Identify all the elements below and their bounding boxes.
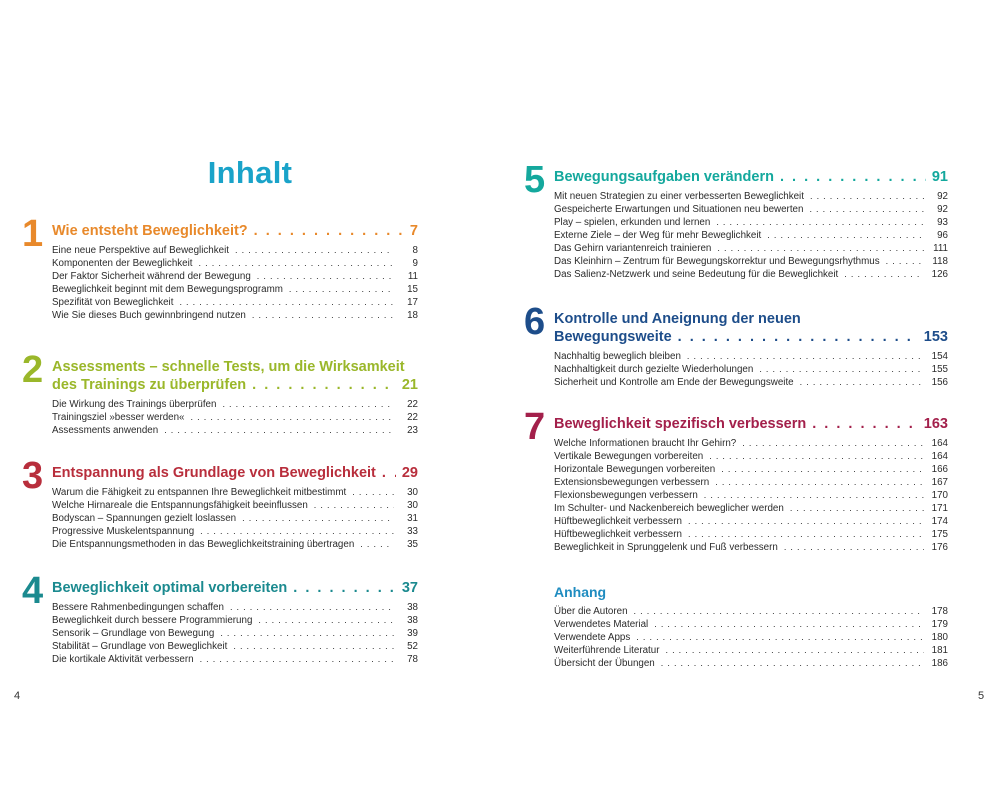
dot-leader (293, 579, 396, 597)
toc-entry-page: 170 (931, 490, 948, 501)
chapter-6 (524, 301, 948, 389)
toc-entry-page: 31 (407, 513, 418, 524)
chapter-title-row (52, 464, 418, 482)
dot-leader (164, 424, 394, 437)
chapter-entries (524, 190, 948, 281)
toc-entry-title: Verwendetes Material (554, 619, 649, 630)
toc-entry-page: 30 (407, 487, 418, 498)
chapter-2 (22, 349, 418, 437)
toc-entry-page: 78 (407, 654, 418, 665)
toc-entry-title: Beweglichkeit in Sprunggelenk und Fuß verbessern (554, 542, 778, 553)
toc-entry[interactable] (554, 489, 948, 502)
toc-entry[interactable] (52, 244, 418, 257)
toc-entry[interactable] (554, 216, 948, 229)
toc-entry-title: Mit neuen Strategien zu einer verbesserten Beweglichkeit (554, 191, 804, 202)
chapter-title-row (52, 376, 418, 394)
dot-leader (191, 411, 394, 424)
toc-entry[interactable] (52, 601, 418, 614)
toc-entry[interactable] (52, 283, 418, 296)
dot-leader (257, 270, 394, 283)
dot-leader (200, 653, 394, 666)
toc-entry-page: 9 (412, 258, 418, 269)
chapter-page: 163 (923, 416, 948, 432)
chapter-number: 3 (22, 455, 44, 497)
toc-entry-page: 22 (407, 399, 418, 410)
toc-entry-page: 178 (931, 606, 948, 617)
chapter-number: 7 (524, 406, 546, 448)
toc-entry-title: Die Entspannungsmethoden in das Beweglichkeitstraining übertragen (52, 539, 355, 550)
dot-leader (717, 242, 924, 255)
toc-entry[interactable] (52, 538, 418, 551)
chapter-title: Beweglichkeit spezifisch verbessern (554, 416, 807, 432)
chapter-page: 91 (931, 169, 948, 185)
dot-leader (767, 229, 924, 242)
dot-leader (784, 541, 924, 554)
toc-entry-title: Die Wirkung des Trainings überprüfen (52, 399, 217, 410)
dot-leader (634, 605, 924, 618)
toc-entry[interactable] (554, 605, 948, 618)
toc-entry-title: Wie Sie dieses Buch gewinnbringend nutzen (52, 310, 246, 321)
toc-entry-page: 23 (407, 425, 418, 436)
toc-entry-page: 175 (931, 529, 948, 540)
toc-entry-page: 180 (931, 632, 948, 643)
dot-leader (687, 350, 924, 363)
dot-leader (661, 657, 924, 670)
chapter-title: Bewegungsweite (554, 329, 672, 345)
dot-leader (759, 363, 924, 376)
toc-entry-page: 30 (407, 500, 418, 511)
toc-entry[interactable] (554, 268, 948, 281)
chapter-title-row (554, 328, 948, 346)
toc-entry[interactable] (554, 657, 948, 670)
dot-leader (233, 640, 394, 653)
chapter-page: 7 (409, 223, 418, 239)
appendix-title: Anhang (554, 584, 607, 600)
toc-entry-page: 155 (931, 364, 948, 375)
toc-entry[interactable] (52, 640, 418, 653)
toc-entry[interactable] (52, 512, 418, 525)
toc-entry-page: 96 (937, 230, 948, 241)
toc-entry-page: 17 (407, 297, 418, 308)
chapter-number: 4 (22, 570, 44, 612)
chapter-title-line: Kontrolle und Aneignung der neuen (554, 311, 801, 327)
dot-leader (742, 437, 924, 450)
toc-entry-page: 164 (931, 451, 948, 462)
toc-entry-title: Das Gehirn variantenreich trainieren (554, 243, 712, 254)
toc-entry-title: Hüftbeweglichkeit verbessern (554, 516, 682, 527)
dot-leader (636, 631, 924, 644)
appendix (524, 583, 948, 670)
toc-entry[interactable] (554, 242, 948, 255)
dot-leader (716, 216, 924, 229)
dot-leader (235, 244, 394, 257)
toc-entry[interactable] (554, 528, 948, 541)
toc-entry-page: 22 (407, 412, 418, 423)
chapter-title-line: Assessments – schnelle Tests, um die Wirksamkeit (52, 359, 405, 375)
chapter-title: Entspannung als Grundlage von Beweglichkeit (52, 465, 376, 481)
toc-entry-title: Horizontale Bewegungen vorbereiten (554, 464, 716, 475)
page-number-left: 4 (14, 690, 21, 702)
page-number-right: 5 (978, 690, 985, 702)
toc-entry[interactable] (554, 190, 948, 203)
toc-entry-title: Im Schulter- und Nackenbereich beweglicher werden (554, 503, 784, 514)
chapter-page: 29 (401, 465, 418, 481)
toc-entry-title: Welche Hirnareale die Entspannungsfähigkeit beeinflussen (52, 500, 308, 511)
appendix-entries (554, 605, 948, 670)
toc-entry-title: Übersicht der Übungen (554, 658, 655, 669)
toc-entry-title: Welche Informationen braucht Ihr Gehirn? (554, 438, 737, 449)
toc-entry[interactable] (52, 525, 418, 538)
dot-leader (810, 190, 924, 203)
chapter-3 (22, 455, 418, 551)
toc-entry-title: Das Salienz-Netzwerk und seine Bedeutung für die Beweglichkeit (554, 269, 839, 280)
toc-entry-title: Nachhaltig beweglich bleiben (554, 351, 681, 362)
toc-entry-page: 174 (931, 516, 948, 527)
toc-entry[interactable] (52, 614, 418, 627)
toc-entry-title: Hüftbeweglichkeit verbessern (554, 529, 682, 540)
toc-entry-title: Komponenten der Beweglichkeit (52, 258, 193, 269)
dot-leader (382, 464, 396, 482)
toc-entry[interactable] (52, 257, 418, 270)
toc-entry-page: 52 (407, 641, 418, 652)
toc-entry[interactable] (554, 618, 948, 631)
dot-leader (715, 476, 924, 489)
toc-entry-page: 39 (407, 628, 418, 639)
toc-entry-title: Verwendete Apps (554, 632, 631, 643)
dot-leader (200, 525, 394, 538)
chapter-number: 6 (524, 301, 546, 343)
dot-leader (222, 398, 394, 411)
chapter-page: 37 (401, 580, 418, 596)
toc-entry-title: Vertikale Bewegungen vorbereiten (554, 451, 704, 462)
toc-entry[interactable] (554, 255, 948, 268)
toc-entry[interactable] (52, 653, 418, 666)
toc-entry-page: 18 (407, 310, 418, 321)
dot-leader (704, 489, 924, 502)
toc-entry-page: 179 (931, 619, 948, 630)
toc-entry-title: Weiterführende Literatur (554, 645, 660, 656)
dot-leader (179, 296, 394, 309)
dot-leader (812, 415, 918, 433)
dot-leader (252, 309, 394, 322)
chapter-title: Wie entsteht Beweglichkeit? (52, 223, 248, 239)
dot-leader (289, 283, 394, 296)
chapter-title: Bewegungsaufgaben verändern (554, 169, 774, 185)
dot-leader (780, 168, 926, 186)
toc-entry-title: Über die Autoren (554, 606, 628, 617)
toc-entry-page: 181 (931, 645, 948, 656)
toc-entry-title: Beweglichkeit durch bessere Programmierung (52, 615, 253, 626)
toc-entry-title: Externe Ziele – der Weg für mehr Beweglichkeit (554, 230, 762, 241)
toc-entry[interactable] (554, 631, 948, 644)
toc-entry[interactable] (52, 270, 418, 283)
toc-entry[interactable] (52, 627, 418, 640)
toc-entry-title: Trainingsziel »besser werden« (52, 412, 185, 423)
toc-entry-title: Beweglichkeit beginnt mit dem Bewegungsprogramm (52, 284, 283, 295)
toc-entry-page: 166 (931, 464, 948, 475)
toc-entry-page: 33 (407, 526, 418, 537)
toc-entry-page: 93 (937, 217, 948, 228)
chapter-entries (22, 601, 418, 666)
chapter-heading[interactable] (22, 349, 418, 394)
toc-entry-title: Stabilität – Grundlage von Beweglichkeit (52, 641, 228, 652)
dot-leader (220, 627, 394, 640)
chapter-1 (22, 213, 418, 322)
toc-title: Inhalt (207, 155, 293, 190)
toc-entry-title: Das Kleinhirn – Zentrum für Bewegungskorrektur und Bewegungsrhythmus (554, 256, 880, 267)
toc-entry[interactable] (554, 541, 948, 554)
toc-entry[interactable] (554, 450, 948, 463)
toc-entry[interactable] (52, 499, 418, 512)
toc-entry-title: Bodyscan – Spannungen gezielt loslassen (52, 513, 237, 524)
toc-entry-page: 156 (931, 377, 948, 388)
toc-entry-page: 167 (931, 477, 948, 488)
toc-entry-page: 164 (931, 438, 948, 449)
chapter-page: 153 (923, 329, 948, 345)
dot-leader (809, 203, 924, 216)
chapter-4 (22, 570, 418, 666)
chapter-title-row (52, 579, 418, 597)
chapter-title-row (554, 415, 948, 433)
toc-entry[interactable] (554, 203, 948, 216)
dot-leader (242, 512, 394, 525)
chapter-number: 5 (524, 159, 546, 201)
toc-entry-page: 186 (931, 658, 948, 669)
toc-entry-title: Progressive Muskelentspannung (52, 526, 195, 537)
dot-leader (254, 222, 404, 240)
chapter-entries (22, 398, 418, 437)
chapter-entries (524, 437, 948, 554)
toc-entry[interactable] (554, 376, 948, 389)
chapter-number: 2 (22, 349, 44, 391)
toc-entry-title: Sicherheit und Kontrolle am Ende der Bewegungsweite (554, 377, 794, 388)
toc-entry[interactable] (52, 398, 418, 411)
dot-leader (665, 644, 924, 657)
dot-leader (678, 328, 918, 346)
chapter-entries (22, 486, 418, 551)
dot-leader (800, 376, 924, 389)
toc-entry-title: Flexionsbewegungen verbessern (554, 490, 698, 501)
chapter-entries (524, 350, 948, 389)
toc-entry[interactable] (554, 476, 948, 489)
toc-entry-page: 126 (931, 269, 948, 280)
toc-entry-title: Assessments anwenden (52, 425, 159, 436)
toc-entry-title: Der Faktor Sicherheit während der Bewegung (52, 271, 251, 282)
dot-leader (360, 538, 394, 551)
toc-entry-page: 92 (937, 191, 948, 202)
dot-leader (199, 257, 394, 270)
toc-entry[interactable] (554, 515, 948, 528)
dot-leader (721, 463, 924, 476)
toc-entry[interactable] (554, 229, 948, 242)
toc-entry-page: 118 (932, 256, 948, 267)
chapter-entries (22, 244, 418, 322)
toc-entry-page: 111 (933, 243, 948, 254)
dot-leader (688, 515, 924, 528)
dot-leader (352, 486, 394, 499)
chapter-heading[interactable] (524, 301, 948, 346)
toc-entry-page: 176 (931, 542, 948, 553)
dot-leader (886, 255, 924, 268)
toc-entry-title: Die kortikale Aktivität verbessern (52, 654, 194, 665)
toc-entry-title: Gespeicherte Erwartungen und Situationen neu bewerten (554, 204, 804, 215)
toc-entry-page: 11 (407, 271, 418, 282)
toc-entry[interactable] (554, 463, 948, 476)
toc-entry-title: Sensorik – Grundlage von Bewegung (52, 628, 215, 639)
toc-entry-title: Play – spielen, erkunden und lernen (554, 217, 711, 228)
toc-entry-page: 38 (407, 602, 418, 613)
toc-entry-title: Spezifität von Beweglichkeit (52, 297, 174, 308)
dot-leader (688, 528, 924, 541)
chapter-title: Beweglichkeit optimal vorbereiten (52, 580, 288, 596)
toc-entry[interactable] (52, 296, 418, 309)
toc-entry-page: 15 (407, 284, 418, 295)
dot-leader (709, 450, 924, 463)
chapter-title: des Trainings zu überprüfen (52, 377, 247, 393)
toc-entry[interactable] (554, 644, 948, 657)
dot-leader (252, 376, 396, 394)
toc-entry-page: 8 (412, 245, 418, 256)
dot-leader (314, 499, 394, 512)
right-page (500, 0, 1000, 800)
dot-leader (844, 268, 924, 281)
toc-entry-title: Nachhaltigkeit durch gezielte Wiederholungen (554, 364, 754, 375)
toc-entry[interactable] (554, 363, 948, 376)
chapter-page: 21 (401, 377, 418, 393)
dot-leader (654, 618, 924, 631)
toc-entry[interactable] (554, 502, 948, 515)
toc-entry[interactable] (52, 411, 418, 424)
toc-entry-title: Bessere Rahmenbedingungen schaffen (52, 602, 224, 613)
dot-leader (790, 502, 924, 515)
toc-entry-page: 154 (931, 351, 948, 362)
toc-entry[interactable] (52, 309, 418, 322)
dot-leader (258, 614, 394, 627)
toc-entry-page: 35 (407, 539, 418, 550)
chapter-title-row (52, 222, 418, 240)
toc-entry-page: 92 (937, 204, 948, 215)
toc-entry-title: Warum die Fähigkeit zu entspannen Ihre Beweglichkeit mitbestimmt (52, 487, 347, 498)
toc-entry-page: 171 (931, 503, 948, 514)
chapter-5 (524, 159, 948, 281)
chapter-title-row (554, 168, 948, 186)
chapter-number: 1 (22, 213, 44, 255)
toc-entry[interactable] (554, 437, 948, 450)
toc-entry-title: Extensionsbewegungen verbessern (554, 477, 710, 488)
toc-entry[interactable] (52, 424, 418, 437)
toc-entry-title: Eine neue Perspektive auf Beweglichkeit (52, 245, 229, 256)
dot-leader (230, 601, 394, 614)
toc-entry[interactable] (554, 350, 948, 363)
toc-entry[interactable] (52, 486, 418, 499)
chapter-7 (524, 406, 948, 554)
toc-entry-page: 38 (407, 615, 418, 626)
